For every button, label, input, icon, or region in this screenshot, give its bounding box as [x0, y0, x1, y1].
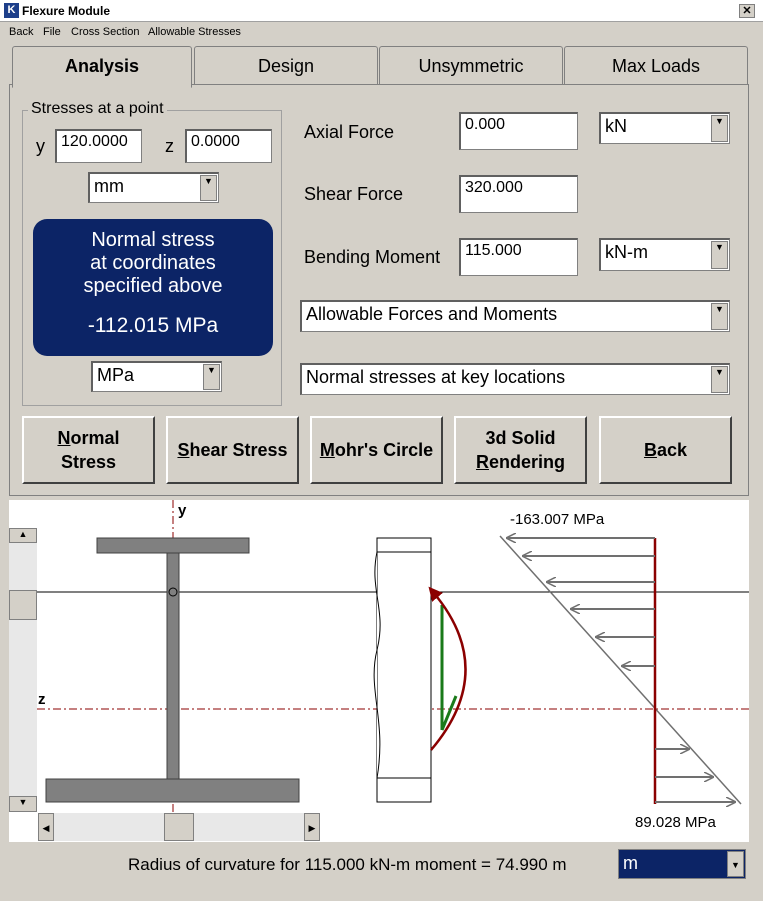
- stresses-dropdown[interactable]: [300, 363, 730, 395]
- length-unit-value: mm: [94, 176, 124, 196]
- moment-arrow: [431, 592, 466, 750]
- horizontal-scrollbar[interactable]: [38, 813, 320, 841]
- bending-moment-input[interactable]: 115.000: [459, 238, 578, 276]
- close-button[interactable]: ✕: [739, 4, 755, 18]
- bottom-stress-label: 89.028 MPa: [635, 814, 716, 831]
- z-axis-label: z: [38, 691, 46, 708]
- moment-unit-value: kN-m: [605, 242, 648, 262]
- mohrs-circle-mnemonic: M: [319, 440, 335, 460]
- z-label: z: [165, 136, 174, 156]
- mohrs-circle-button[interactable]: [310, 416, 443, 484]
- tab-analysis[interactable]: Analysis: [12, 46, 192, 88]
- chevron-down-icon: ▼: [711, 115, 728, 142]
- shear-stress-button[interactable]: [166, 416, 299, 484]
- top-flange: [97, 538, 249, 553]
- menu-cross-section[interactable]: Cross Section: [71, 26, 140, 38]
- diagram-canvas: [9, 500, 749, 842]
- normal-stress-text-2: Stress: [60, 452, 117, 472]
- moment-unit-select[interactable]: [599, 238, 730, 271]
- axial-force-label: Axial Force: [304, 122, 395, 142]
- menu-allowable-stresses[interactable]: Allowable Stresses: [148, 26, 241, 38]
- title-bar: [0, 0, 763, 22]
- beam-element: [377, 538, 431, 802]
- chevron-down-icon: ▼: [711, 303, 728, 330]
- radius-unit-value: m: [623, 853, 638, 873]
- chevron-down-icon: ▼: [200, 175, 217, 201]
- scroll-up-icon[interactable]: ▲: [9, 528, 37, 543]
- solid-rendering-mnemonic: R: [475, 452, 489, 472]
- shear-force-input[interactable]: 320.000: [459, 175, 578, 213]
- stress-text-1: Normal stress: [91, 229, 215, 251]
- stress-diagonal: [500, 536, 741, 804]
- chevron-down-icon: ▼: [727, 851, 744, 877]
- window-title: Flexure Module: [22, 4, 111, 18]
- radius-unit-select[interactable]: [618, 849, 746, 879]
- vertical-scrollbar[interactable]: [9, 528, 37, 812]
- mohrs-circle-text: ohr's Circle: [334, 440, 434, 460]
- length-unit-select[interactable]: [88, 172, 219, 203]
- force-unit-select[interactable]: [599, 112, 730, 144]
- stress-text-2: at coordinates: [90, 252, 216, 274]
- shear-force-label: Shear Force: [304, 184, 404, 204]
- y-axis-label: y: [178, 502, 187, 519]
- bending-moment-label: Bending Moment: [304, 247, 441, 267]
- scroll-right-icon[interactable]: ▶: [304, 813, 320, 841]
- stress-result-box: [33, 219, 273, 356]
- chevron-down-icon: ▼: [203, 364, 220, 390]
- normal-stress-button[interactable]: [22, 416, 155, 484]
- group-label: Stresses at a point: [28, 100, 167, 118]
- solid-rendering-text-2: endering: [488, 452, 565, 472]
- axial-force-input[interactable]: 0.000: [459, 112, 578, 150]
- stress-value: -112.015 MPa: [87, 314, 219, 337]
- web: [167, 553, 179, 779]
- stress-unit-select[interactable]: [91, 361, 222, 392]
- bottom-flange: [46, 779, 299, 802]
- y-label: y: [36, 136, 45, 156]
- shear-stress-mnemonic: S: [177, 440, 190, 460]
- allowable-dropdown-value: Allowable Forces and Moments: [306, 304, 558, 324]
- tab-max-loads[interactable]: Max Loads: [564, 46, 748, 84]
- stress-unit-value: MPa: [97, 365, 135, 385]
- stress-diagram: [9, 500, 749, 842]
- menu-back[interactable]: Back: [9, 26, 34, 38]
- z-input[interactable]: 0.0000: [185, 129, 272, 163]
- normal-stress-mnemonic: N: [57, 428, 71, 448]
- chevron-down-icon: ▼: [711, 241, 728, 269]
- y-input[interactable]: 120.0000: [55, 129, 142, 163]
- menu-file[interactable]: File: [43, 26, 61, 38]
- status-text: Radius of curvature for 115.000 kN-m moment = 74.990 m: [128, 855, 567, 874]
- stresses-dropdown-value: Normal stresses at key locations: [306, 367, 566, 387]
- solid-rendering-button[interactable]: [454, 416, 587, 484]
- normal-stress-text: ormal: [70, 428, 120, 448]
- scroll-thumb[interactable]: [9, 590, 37, 620]
- menu-bar: [0, 22, 763, 42]
- back-mnemonic: B: [643, 440, 657, 460]
- allowable-dropdown[interactable]: [300, 300, 730, 332]
- scroll-left-icon[interactable]: ◀: [38, 813, 54, 841]
- top-stress-label: -163.007 MPa: [510, 511, 605, 528]
- back-text: ack: [656, 440, 688, 460]
- tab-design[interactable]: Design: [194, 46, 378, 84]
- app-icon: K: [4, 3, 19, 18]
- back-button[interactable]: [599, 416, 732, 484]
- force-unit-value: kN: [605, 116, 627, 136]
- scroll-hthumb[interactable]: [164, 813, 194, 841]
- chevron-down-icon: ▼: [711, 366, 728, 393]
- solid-rendering-text: 3d Solid: [485, 428, 556, 448]
- scroll-down-icon[interactable]: ▼: [9, 796, 37, 812]
- shear-stress-text: hear Stress: [189, 440, 288, 460]
- tab-unsymmetric[interactable]: Unsymmetric: [379, 46, 563, 84]
- stress-text-3: specified above: [83, 275, 223, 297]
